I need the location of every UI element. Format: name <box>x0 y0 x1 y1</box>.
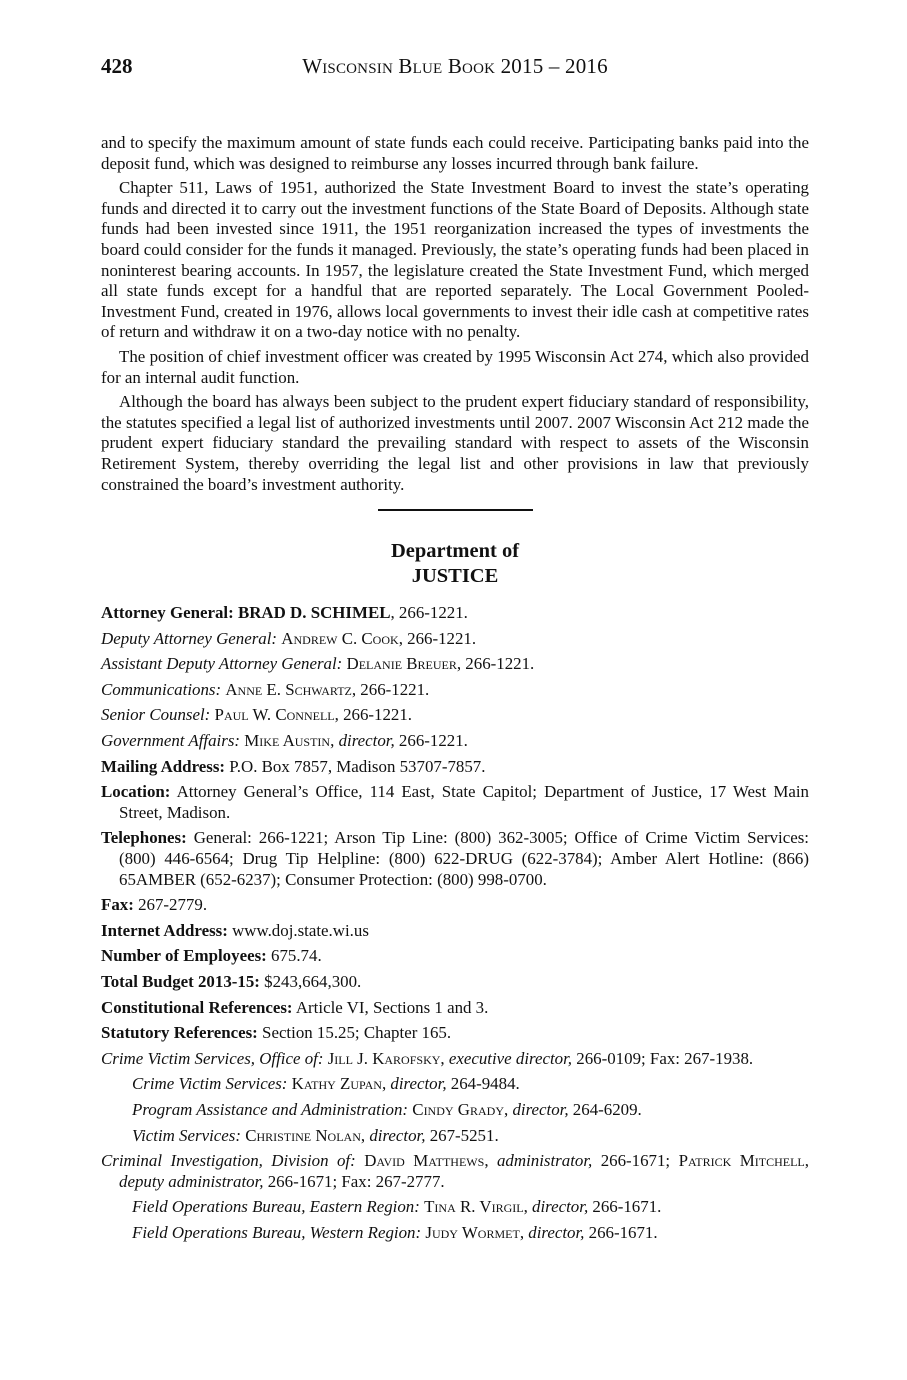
phone: , 266-1221. <box>398 628 477 648</box>
entry-label: Location: <box>101 782 171 802</box>
entry-label: Communications: <box>101 679 222 699</box>
department-title <box>101 539 809 589</box>
fax-entry <box>101 895 809 916</box>
department-title-line2: JUSTICE <box>411 565 499 588</box>
mailing-address-entry <box>101 757 809 778</box>
official-name: Christine Nolan <box>245 1125 361 1145</box>
phone: 266-1221. <box>394 731 468 751</box>
website-link[interactable]: www.doj.state.wi.us <box>232 920 369 940</box>
entry-label: Crime Victim Services, Office of: <box>101 1048 324 1068</box>
entry-label: Assistant Deputy Attorney General: <box>101 654 343 674</box>
entry-label: Senior Counsel: <box>101 705 211 725</box>
entry-label: Total Budget 2013-15: <box>101 972 260 991</box>
official-name: David Matthews <box>364 1151 485 1171</box>
entry-label: Field Operations Bureau, Eastern Region: <box>132 1197 420 1217</box>
entry-value: 267-2779. <box>138 895 208 915</box>
communications-entry <box>101 680 809 701</box>
official-role: director, <box>512 1099 569 1119</box>
crime-victim-services-entry: Crime Victim Services: Kathy Zupan, director, 264-9484. <box>132 1074 520 1094</box>
deputy-ag-entry <box>101 629 809 650</box>
internet-address-entry <box>101 921 809 942</box>
official-role: director, <box>369 1125 426 1145</box>
entry-label: Program Assistance and Administration: <box>132 1099 409 1119</box>
program-assistance-entry: Program Assistance and Administration: Cindy Grady, director, 264-6209. <box>132 1099 642 1119</box>
page-body <box>101 133 809 1249</box>
phone: 266-1671. <box>588 1197 662 1217</box>
field-ops-western-entry: Field Operations Bureau, Western Region: Judy Wormet, director, 266-1671. <box>132 1222 658 1242</box>
entry-label: Constitutional References: <box>101 997 293 1017</box>
crime-victim-office-entry: Crime Victim Services, Office of: Jill J. Karofsky, executive director, 266-0109; Fax: 267-1938. <box>101 1048 754 1068</box>
official-name: Delanie Breuer <box>346 654 457 674</box>
entry-label: Mailing Address: <box>101 756 226 776</box>
official-name: Tina R. Virgil <box>424 1197 524 1217</box>
victim-services-entry: Victim Services: Christine Nolan, director, 267-5251. <box>132 1125 499 1145</box>
deputy-role: deputy administrator, <box>119 1171 264 1191</box>
running-head: Wisconsin Blue Book 2015 – 2016 <box>302 54 608 78</box>
employees-entry <box>101 946 809 967</box>
page-number: 428 <box>101 54 133 78</box>
official-name: Paul W. Connell <box>214 705 335 725</box>
phone: , 266-1221. <box>456 654 535 674</box>
attorney-general-entry <box>101 603 809 624</box>
entry-value: 675.74. <box>271 946 322 966</box>
department-title-line1: Department of <box>390 540 520 563</box>
entry-label: Field Operations Bureau, Western Region: <box>132 1222 422 1242</box>
deputy-phone: 266-1671; Fax: 267-2777. <box>263 1171 445 1191</box>
entry-label: Deputy Attorney General: <box>101 628 278 648</box>
entry-label: Number of Employees: <box>101 946 267 966</box>
official-name: Kathy Zupan <box>291 1074 382 1094</box>
intro-paragraph: Chapter 511, Laws of 1951, authorized the State Investment Board to invest the state’s operating funds and directed it to carry out the investment functions of the State Board of Deposits. Although state funds had been invested since 1911, the 1951 reorganization increased the types of investments the board could consider for the funds it managed. Previously, the state’s operating funds had been placed in noninterest bearing accounts. In 1957, the legislature created the State Investment Fund, which merged all state funds except for a handful that are reported separately. The Local Government Pooled-Investment Fund, created in 1976, allows local governments to invest their idle cash at competitive rates of return and withdraw it on a two-day notice with no penalty. <box>101 178 809 342</box>
entry-label: Government Affairs: <box>101 731 241 751</box>
official-name: BRAD D. SCHIMEL <box>237 603 391 623</box>
entry-value: Attorney General’s Office, 114 East, State Capitol; Department of Justice, 17 West Main Street, Madison. <box>119 782 809 822</box>
official-role: director, <box>390 1074 447 1094</box>
phone: , 266-1221. <box>351 679 430 699</box>
official-role: director, <box>338 731 395 751</box>
official-role: executive director, <box>448 1048 573 1068</box>
page-header <box>101 54 809 82</box>
phone: 264-9484. <box>446 1074 520 1094</box>
intro-paragraph: Although the board has always been subject to the prudent expert fiduciary standard of responsibility, the statutes specified a legal list of authorized investments until 2007. 2007 Wisconsin Act 212 made the prudent expert fiduciary standard the prevailing standard with respect to assets of the Wisconsin Retirement System, thereby overriding the legal list and other provisions in law that previously constrained the board’s investment authority. <box>101 392 809 494</box>
official-role: administrator, <box>496 1151 593 1171</box>
entry-value: $243,664,300. <box>264 972 362 991</box>
entry-label: Victim Services: <box>132 1125 241 1145</box>
location-entry <box>101 782 809 823</box>
statutory-references-entry <box>101 1023 809 1044</box>
entry-value: Section 15.25; Chapter 165. <box>262 1023 452 1043</box>
entry-value: Article VI, Sections 1 and 3. <box>295 997 489 1017</box>
entry-value: P.O. Box 7857, Madison 53707-7857. <box>229 756 486 776</box>
official-role: director, <box>532 1197 589 1217</box>
phone: 267-5251. <box>425 1125 499 1145</box>
entry-label: Internet Address: <box>101 920 228 940</box>
section-divider <box>378 509 533 511</box>
official-name: Cindy Grady <box>412 1099 504 1119</box>
telephones-entry <box>101 828 809 890</box>
official-name: Mike Austin <box>244 731 331 751</box>
entry-label: Attorney General: <box>101 603 234 623</box>
phone: 264-6209. <box>568 1099 642 1119</box>
intro-paragraph: and to specify the maximum amount of state funds each could receive. Participating banks paid into the deposit fund, which was designed to reimburse any losses incurred through bank failure. <box>101 133 809 173</box>
official-name: Jill J. Karofsky <box>327 1048 441 1068</box>
phone: , 266-1221. <box>390 603 468 623</box>
official-name: Anne E. Schwartz <box>225 679 352 699</box>
constitutional-references-entry <box>101 998 809 1019</box>
entry-label: Telephones: <box>101 828 187 848</box>
entry-label: Crime Victim Services: <box>132 1074 288 1094</box>
senior-counsel-entry <box>101 705 809 726</box>
deputy-name: Patrick Mitchell <box>678 1151 805 1171</box>
phone: , 266-1221. <box>334 705 413 725</box>
criminal-investigation-entry: Criminal Investigation, Division of: David Matthews, administrator, 266-1671; Patrick Mitchell, deputy administrator, 266-1671; Fax: 267-2777. <box>101 1151 809 1191</box>
assistant-deputy-ag-entry <box>101 654 809 675</box>
phone: 266-1671. <box>584 1222 658 1242</box>
official-name: Judy Wormet <box>425 1222 520 1242</box>
entry-label: Fax: <box>101 895 134 915</box>
phone: 266-1671; <box>592 1151 671 1171</box>
government-affairs-entry: Government Affairs: Mike Austin, director, 266-1221. <box>101 731 468 751</box>
phone: 266-0109; Fax: 267-1938. <box>572 1048 754 1068</box>
entry-label: Criminal Investigation, Division of: <box>101 1151 356 1171</box>
entry-label: Statutory References: <box>101 1023 258 1043</box>
entry-value: General: 266-1221; Arson Tip Line: (800) 362-3005; Office of Crime Victim Services: (800) 446-6564; Drug Tip Helpline: (800) 622-DRUG (622-3784); Amber Alert Hotline: (866) 65AMBER (652-6237); Consumer Protection: (800) 998-0700. <box>119 828 809 889</box>
intro-paragraph: The position of chief investment officer was created by 1995 Wisconsin Act 274, which also provided for an internal audit function. <box>101 346 809 387</box>
field-ops-eastern-entry: Field Operations Bureau, Eastern Region: Tina R. Virgil, director, 266-1671. <box>132 1197 662 1217</box>
official-role: director, <box>528 1222 585 1242</box>
budget-entry <box>101 972 809 993</box>
official-name: Andrew C. Cook <box>281 628 399 648</box>
